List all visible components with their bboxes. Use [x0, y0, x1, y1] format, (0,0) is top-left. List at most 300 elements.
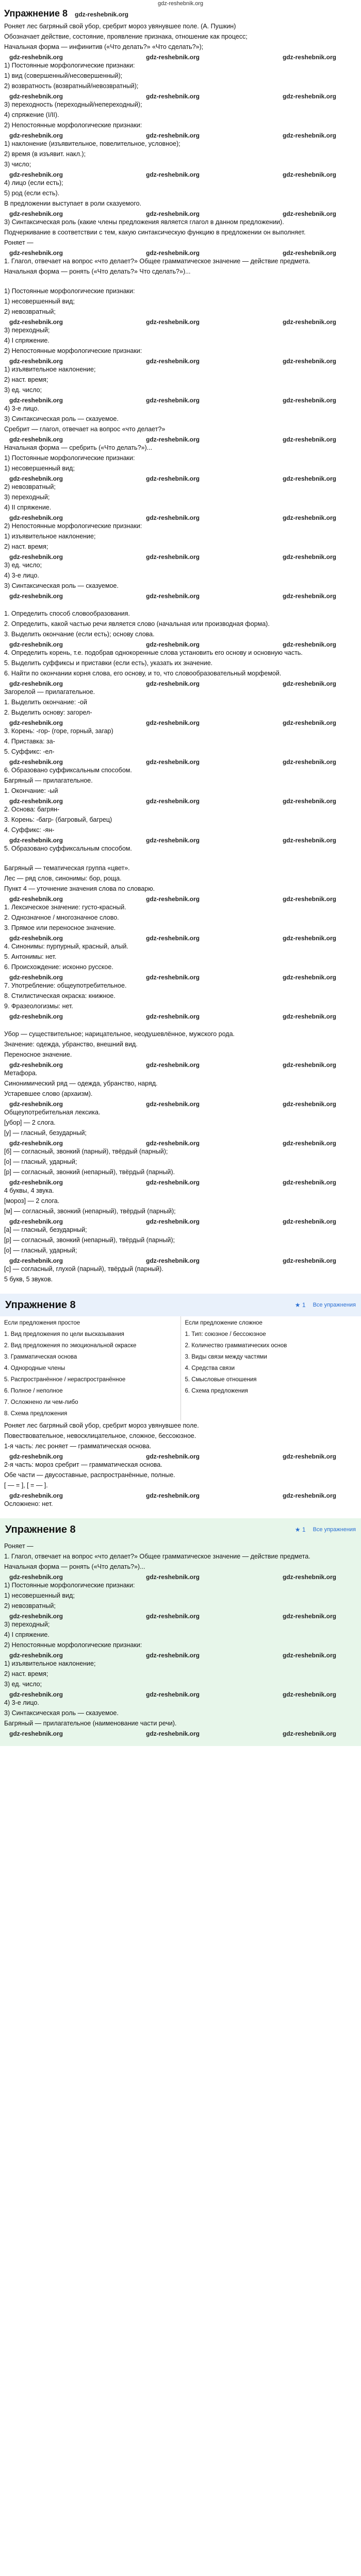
watermark: gdz-reshebnik.org: [145, 1730, 200, 1737]
text-line: 1. Глагол, отвечает на вопрос «что делает?» Общее грамматическое значение — действие предмета.: [4, 1553, 310, 1560]
watermark: gdz-reshebnik.org: [145, 1061, 200, 1069]
watermark: gdz-reshebnik.org: [282, 1573, 336, 1581]
exercise-banner: [0, 1518, 361, 1541]
watermark: gdz-reshebnik.org: [9, 895, 63, 903]
watermark: gdz-reshebnik.org: [9, 1573, 63, 1581]
text-line: 3) ед. число;: [4, 386, 42, 394]
text-line: 1. Глагол, отвечает на вопрос «что делает?» Общее грамматическое значение — действие предмета.: [4, 258, 310, 265]
text-line: 4) I спряжение.: [4, 1631, 50, 1638]
watermark: gdz-reshebnik.org: [282, 93, 336, 100]
text-line: 4. Синонимы: пурпурный, красный, алый.: [4, 943, 128, 950]
watermark: gdz-reshebnik.org: [282, 1140, 336, 1147]
exercise-section-3: [0, 608, 361, 863]
watermark: gdz-reshebnik.org: [9, 1100, 63, 1108]
text-line: Загорелой — прилагательное.: [4, 688, 95, 696]
text-line: 1) несовершенный вид;: [4, 1592, 75, 1599]
watermark: gdz-reshebnik.org: [9, 1140, 63, 1147]
watermark: gdz-reshebnik.org: [145, 54, 200, 61]
text-line: Убор — существительное; нарицательное, неодушевлённое, мужского рода.: [4, 1030, 235, 1038]
watermark: gdz-reshebnik.org: [9, 1061, 63, 1069]
watermark: gdz-reshebnik.org: [282, 1730, 336, 1737]
text-line: 7. Употребление: общеупотребительное.: [4, 982, 127, 989]
watermark: gdz-reshebnik.org: [145, 514, 200, 521]
table-cell: 3. Грамматическая основа: [4, 1354, 77, 1360]
text-line: 6. Найти по окончании корня слова, его основу, и то, что словообразовательный морфемой.: [4, 670, 282, 677]
watermark-row: [4, 757, 357, 765]
watermark: gdz-reshebnik.org: [9, 1218, 63, 1225]
watermark: gdz-reshebnik.org: [145, 1013, 200, 1020]
text-line: 3) Синтаксическая роль — сказуемое.: [4, 1709, 119, 1717]
watermark: gdz-reshebnik.org: [145, 1140, 200, 1147]
text-line: 3. Выделить окончание (если есть); основу слова.: [4, 631, 155, 638]
table-cell: 4. Средства связи: [185, 1365, 235, 1371]
text-line: [с] — согласный, глухой (парный), твёрдый (парный).: [4, 1265, 163, 1273]
watermark: gdz-reshebnik.org: [145, 475, 200, 482]
watermark: gdz-reshebnik.org: [9, 1453, 63, 1460]
text-line: 1) Постоянные морфологические признаки:: [4, 1582, 135, 1589]
watermark-row: [4, 1611, 357, 1619]
table-cell: 8. Схема предложения: [4, 1411, 68, 1417]
text-line: 2) Непостоянные морфологические признаки:: [4, 347, 142, 354]
watermark: gdz-reshebnik.org: [9, 1613, 63, 1620]
watermark-row: [4, 679, 357, 687]
watermark: gdz-reshebnik.org: [145, 397, 200, 404]
watermark: gdz-reshebnik.org: [145, 758, 200, 766]
watermark: gdz-reshebnik.org: [282, 680, 336, 687]
text-line: 4) 3-е лицо.: [4, 1699, 39, 1706]
section-title-text: Упражнение 8: [4, 8, 68, 19]
watermark-row: [4, 209, 357, 217]
text-line: 3) переходный;: [4, 1621, 50, 1628]
watermark-row: [4, 835, 357, 843]
text-line: 3) ед. число;: [4, 1681, 42, 1688]
watermark: gdz-reshebnik.org: [145, 132, 200, 139]
watermark: gdz-reshebnik.org: [282, 1453, 336, 1460]
section-lines: [4, 1420, 357, 1518]
table-cell: 1. Тип: союзное / бессоюзное: [185, 1331, 266, 1337]
text-line: Значение: одежда, убранство, внешний вид.: [4, 1041, 138, 1048]
watermark: gdz-reshebnik.org: [9, 249, 63, 257]
text-line: 4. Суффикс: -ян-: [4, 826, 55, 834]
table-cell: Если предложение сложное: [185, 1320, 262, 1326]
text-line: 3) Синтаксическая роль (какие члены предложения является глагол в данном предложении).: [4, 218, 284, 226]
watermark-row: [4, 1256, 357, 1264]
rating-badge[interactable]: ★ 1: [294, 1526, 306, 1533]
text-line: 1) изъявительное наклонение;: [4, 1660, 96, 1667]
text-line: Начальная форма — сребрить («Что делать?»)...: [4, 444, 153, 451]
watermark: gdz-reshebnik.org: [9, 680, 63, 687]
watermark: gdz-reshebnik.org: [145, 592, 200, 600]
text-line: 2) время (в изъявит. накл.);: [4, 150, 86, 158]
exercise-section-2: [0, 286, 361, 608]
watermark-row: [4, 718, 357, 726]
text-line: Обозначает действие, состояние, проявление признака, отношение как процесс;: [4, 33, 248, 40]
watermark: gdz-reshebnik.org: [9, 318, 63, 326]
text-line: 5. Образовано суффиксальным способом.: [4, 845, 132, 852]
watermark: gdz-reshebnik.org: [9, 935, 63, 942]
watermark: gdz-reshebnik.org: [282, 641, 336, 648]
watermark: gdz-reshebnik.org: [145, 719, 200, 726]
watermark: gdz-reshebnik.org: [9, 837, 63, 844]
text-line: 4) спряжение (I/II).: [4, 111, 59, 118]
spacer: [4, 1509, 357, 1518]
watermark: gdz-reshebnik.org: [145, 358, 200, 365]
watermark: gdz-reshebnik.org: [9, 93, 63, 100]
text-line: В предложении выступает в роли сказуемого.: [4, 200, 142, 207]
watermark-row: [4, 1572, 357, 1580]
text-line: 1) наклонение (изъявительное, повелительное, условное);: [4, 140, 180, 147]
watermark: gdz-reshebnik.org: [9, 358, 63, 365]
text-line: 1) изъявительное наклонение;: [4, 366, 96, 373]
watermark: gdz-reshebnik.org: [282, 553, 336, 561]
text-line: [о] — гласный, ударный;: [4, 1158, 77, 1165]
watermark: gdz-reshebnik.org: [9, 641, 63, 648]
watermark: gdz-reshebnik.org: [145, 1453, 200, 1460]
watermark: gdz-reshebnik.org: [282, 1218, 336, 1225]
text-line: Багряный — прилагательное (наименование части речи).: [4, 1720, 177, 1727]
watermark: gdz-reshebnik.org: [145, 641, 200, 648]
watermark: gdz-reshebnik.org: [145, 318, 200, 326]
text-line: 3) Синтаксическая роль — сказуемое.: [4, 582, 119, 589]
text-line: Начальная форма — ронять («Что делать?»)...: [4, 1563, 145, 1570]
text-line: 2. Выделить основу: загорел-: [4, 709, 92, 716]
watermark: gdz-reshebnik.org: [282, 1257, 336, 1264]
text-line: 3) число;: [4, 161, 31, 168]
text-line: 6. Происхождение: исконно русское.: [4, 963, 113, 971]
exercise-banner: [0, 1294, 361, 1316]
text-line: Подчеркивание в соответствии с тем, какую синтаксическую функцию в предложении он выполняет.: [4, 229, 306, 236]
text-line: 1) несовершенный вид;: [4, 465, 75, 472]
text-line: 2. Однозначное / многозначное слово.: [4, 914, 119, 921]
table-cell: 1. Вид предложения по цели высказывания: [4, 1331, 124, 1337]
watermark: gdz-reshebnik.org: [145, 436, 200, 443]
text-line: Багряный — прилагательное.: [4, 777, 93, 784]
watermark: gdz-reshebnik.org: [9, 171, 63, 178]
watermark: gdz-reshebnik.org: [145, 895, 200, 903]
watermark: gdz-reshebnik.org: [282, 249, 336, 257]
watermark: gdz-reshebnik.org: [282, 1613, 336, 1620]
text-line: Метафора.: [4, 1070, 38, 1077]
watermark: gdz-reshebnik.org: [145, 249, 200, 257]
section-lines: [4, 1541, 357, 1746]
text-line: Обе части — двусоставные, распространённые, полные.: [4, 1471, 175, 1479]
watermark: gdz-reshebnik.org: [9, 132, 63, 139]
watermark-row: [4, 513, 357, 521]
spacer: [4, 277, 357, 286]
watermark: gdz-reshebnik.org: [282, 719, 336, 726]
watermark: gdz-reshebnik.org: [282, 54, 336, 61]
text-line: Багряный — тематическая группа «цвет».: [4, 865, 130, 872]
text-line: 1) Постоянные морфологические признаки:: [4, 454, 135, 462]
text-line: [убор] — 2 слога.: [4, 1119, 56, 1126]
watermark: gdz-reshebnik.org: [282, 1652, 336, 1659]
text-line: 4 буквы, 4 звука.: [4, 1187, 54, 1194]
table-cell: 2. Вид предложения по эмоциональной окраске: [4, 1343, 137, 1349]
watermark-row: [4, 1728, 357, 1737]
text-line: 4) I спряжение.: [4, 337, 50, 344]
watermark-row: [4, 639, 357, 648]
table-cell: 7. Осложнено ли чем-либо: [4, 1399, 78, 1405]
watermark: gdz-reshebnik.org: [145, 1492, 200, 1499]
text-line: 1) Постоянные морфологические признаки:: [4, 287, 135, 295]
text-line: 2) невозвратный;: [4, 483, 56, 490]
text-line: 2-я часть: мороз сребрит — грамматическая основа.: [4, 1461, 162, 1468]
exercise-section-5: [0, 1029, 361, 1294]
watermark: gdz-reshebnik.org: [282, 436, 336, 443]
watermark: gdz-reshebnik.org: [9, 436, 63, 443]
exercise-section-7: [0, 1541, 361, 1746]
analysis-table: [0, 1316, 361, 1420]
watermark: gdz-reshebnik.org: [9, 1013, 63, 1020]
watermark: gdz-reshebnik.org: [145, 1179, 200, 1186]
watermark: gdz-reshebnik.org: [9, 592, 63, 600]
watermark: gdz-reshebnik.org: [282, 1013, 336, 1020]
watermark: gdz-reshebnik.org: [9, 397, 63, 404]
watermark: gdz-reshebnik.org: [9, 1730, 63, 1737]
text-line: 4) II спряжение.: [4, 504, 52, 511]
watermark-row: [4, 356, 357, 364]
text-line: 2) наст. время;: [4, 543, 48, 550]
watermark-row: [4, 1650, 357, 1658]
watermark-row: [4, 1216, 357, 1225]
text-line: Роняет лес багряный свой убор, сребрит мороз увянувшее поле. (А. Пушкин): [4, 23, 236, 30]
text-line: Устаревшее слово (архаизм).: [4, 1090, 93, 1097]
text-line: [р] — согласный, звонкий (непарный), твёрдый (парный);: [4, 1236, 175, 1244]
text-line: 5) род (если есть).: [4, 190, 60, 197]
watermark: gdz-reshebnik.org: [282, 895, 336, 903]
text-line: 3. Прямое или переносное значение.: [4, 924, 116, 931]
table-cell: 4. Однородные члены: [4, 1365, 65, 1371]
watermark-row: [4, 1451, 357, 1460]
table-right-column: [180, 1316, 361, 1420]
watermark: gdz-reshebnik.org: [145, 210, 200, 217]
banner-title: Упражнение 8: [5, 1299, 76, 1311]
watermark: gdz-reshebnik.org: [9, 974, 63, 981]
section-title: [4, 8, 357, 20]
text-line: 3) Синтаксическая роль — сказуемое.: [4, 415, 119, 422]
watermark: gdz-reshebnik.org: [282, 358, 336, 365]
table-cell: Если предложения простое: [4, 1320, 80, 1326]
text-line: 1. Определить способ словообразования.: [4, 610, 130, 617]
watermark: gdz-reshebnik.org: [145, 935, 200, 942]
watermark-row: [4, 395, 357, 403]
text-line: 4) лицо (если есть);: [4, 179, 63, 187]
watermark: gdz-reshebnik.org: [145, 93, 200, 100]
watermark-row: [4, 1177, 357, 1185]
watermark-row: [4, 130, 357, 139]
watermark: gdz-reshebnik.org: [282, 397, 336, 404]
text-line: Переносное значение.: [4, 1051, 72, 1058]
text-line: 5. Антонимы: нет.: [4, 953, 57, 960]
text-line: 2) Непостоянные морфологические признаки:: [4, 122, 142, 129]
table-left-column: [0, 1316, 180, 1420]
text-line: [у] — гласный, безударный;: [4, 1129, 87, 1137]
watermark: gdz-reshebnik.org: [145, 1218, 200, 1225]
watermark-row: [4, 1099, 357, 1107]
watermark-row: [4, 972, 357, 980]
text-line: 2. Основа: багрян-: [4, 806, 60, 813]
text-line: Синонимический ряд — одежда, убранство, наряд.: [4, 1080, 158, 1087]
text-line: [о] — гласный, ударный;: [4, 1247, 77, 1254]
watermark: gdz-reshebnik.org: [282, 210, 336, 217]
watermark-row: [4, 1060, 357, 1068]
section-lines: [4, 1029, 357, 1294]
text-line: Лес — ряд слов, синонимы: бор, роща.: [4, 875, 122, 882]
watermark-row: [4, 1011, 357, 1020]
spacer: [4, 854, 357, 863]
text-line: 3) переходный;: [4, 327, 50, 334]
site-header[interactable]: gdz-reshebnik.org: [157, 1, 204, 7]
text-line: 1. Окончание: -ый: [4, 787, 58, 794]
watermark: gdz-reshebnik.org: [282, 475, 336, 482]
all-exercises-link[interactable]: Все упражнения: [313, 1527, 356, 1533]
watermark: gdz-reshebnik.org: [145, 837, 200, 844]
watermark: gdz-reshebnik.org: [145, 171, 200, 178]
text-line: [ — = ], [ = — ].: [4, 1482, 48, 1489]
exercise-section-1: [0, 8, 361, 286]
text-line: 4) 3-е лицо.: [4, 572, 39, 579]
section-lines: [4, 21, 357, 286]
watermark-row: [4, 933, 357, 941]
watermark: gdz-reshebnik.org: [9, 1652, 63, 1659]
watermark-row: [4, 473, 357, 482]
spacer: [4, 1737, 357, 1746]
text-line: Начальная форма — инфинитив («Что делать?» «Что сделать?»);: [4, 43, 204, 50]
text-line: [б] — согласный, звонкий (парный), твёрдый (парный);: [4, 1148, 168, 1155]
table-cell: 6. Схема предложения: [185, 1388, 248, 1394]
watermark: gdz-reshebnik.org: [145, 798, 200, 805]
text-line: 8. Стилистическая окраска: книжное.: [4, 992, 116, 999]
text-line: 3) переходный;: [4, 494, 50, 501]
watermark: gdz-reshebnik.org: [75, 11, 129, 18]
watermark: gdz-reshebnik.org: [282, 132, 336, 139]
text-line: 4. Определить корень, т.е. подобрав однокоренные слова установить его основу и основную часть.: [4, 649, 303, 656]
text-line: 3. Корень: -гор- (горе, горный, загар): [4, 727, 113, 735]
text-line: 2) невозвратный;: [4, 308, 56, 315]
text-line: 3. Корень: -багр- (багровый, багрец): [4, 816, 112, 823]
text-line: [м] — согласный, звонкий (непарный), твёрдый (парный);: [4, 1208, 176, 1215]
text-line: 9. Фразеологизмы: нет.: [4, 1003, 73, 1010]
text-line: [р] — согласный, звонкий (непарный), твёрдый (парный).: [4, 1168, 175, 1176]
watermark: gdz-reshebnik.org: [145, 1257, 200, 1264]
spacer: [4, 599, 357, 608]
watermark: gdz-reshebnik.org: [9, 553, 63, 561]
watermark: gdz-reshebnik.org: [145, 1100, 200, 1108]
watermark: gdz-reshebnik.org: [282, 1691, 336, 1698]
text-line: 1) Постоянные морфологические признаки:: [4, 62, 135, 69]
text-line: 2) возвратность (возвратный/невозвратный);: [4, 82, 139, 90]
text-line: Повествовательное, невосклицательное, сложное, бессоюзное.: [4, 1432, 196, 1439]
watermark: gdz-reshebnik.org: [145, 1691, 200, 1698]
spacer: [4, 1284, 357, 1294]
text-line: 1) вид (совершенный/несовершенный);: [4, 72, 123, 79]
watermark: gdz-reshebnik.org: [282, 1492, 336, 1499]
spacer: [4, 1020, 357, 1029]
text-line: 5. Выделить суффиксы и приставки (если есть), указать их значение.: [4, 659, 213, 667]
text-line: Осложнено: нет.: [4, 1500, 53, 1507]
watermark: gdz-reshebnik.org: [9, 719, 63, 726]
text-line: 2) невозвратный;: [4, 1602, 56, 1609]
text-line: Пункт 4 — уточнение значения слова по словарю.: [4, 885, 155, 892]
watermark: gdz-reshebnik.org: [9, 210, 63, 217]
watermark: gdz-reshebnik.org: [9, 54, 63, 61]
text-line: Роняет лес багряный свой убор, сребрит мороз увянувшее поле.: [4, 1422, 199, 1429]
watermark: gdz-reshebnik.org: [282, 1100, 336, 1108]
exercise-section-4: [0, 863, 361, 1029]
text-line: Сребрит — глагол, отвечает на вопрос «что делает?»: [4, 426, 166, 433]
rating-badge[interactable]: ★ 1: [294, 1301, 306, 1309]
text-line: 1. Лексическое значение: густо-красный.: [4, 904, 126, 911]
watermark: gdz-reshebnik.org: [282, 1061, 336, 1069]
watermark: gdz-reshebnik.org: [282, 514, 336, 521]
watermark-row: [4, 1689, 357, 1698]
exercise-section-6: [0, 1420, 361, 1518]
text-line: 3) ед. число;: [4, 562, 42, 569]
watermark: gdz-reshebnik.org: [9, 514, 63, 521]
watermark: gdz-reshebnik.org: [145, 1652, 200, 1659]
watermark-row: [4, 52, 357, 60]
watermark: gdz-reshebnik.org: [145, 1613, 200, 1620]
text-line: 1. Выделить окончание: -ой: [4, 699, 87, 706]
watermark-row: [4, 91, 357, 99]
watermark: gdz-reshebnik.org: [282, 837, 336, 844]
text-line: 3) переходность (переходный/непереходный);: [4, 101, 142, 108]
text-line: 5 букв, 5 звуков.: [4, 1276, 53, 1283]
text-line: [мороз] — 2 слога.: [4, 1197, 60, 1205]
watermark-row: [4, 1138, 357, 1146]
text-line: 2. Определить, какой частью речи является слово (начальная или производная форма).: [4, 620, 270, 628]
watermark: gdz-reshebnik.org: [9, 758, 63, 766]
watermark: gdz-reshebnik.org: [282, 935, 336, 942]
watermark: gdz-reshebnik.org: [9, 798, 63, 805]
section-lines: [4, 863, 357, 1029]
watermark-row: [4, 591, 357, 599]
text-line: 2) наст. время;: [4, 1670, 48, 1677]
text-line: 6. Образовано суффиксальным способом.: [4, 767, 132, 774]
watermark-row: [4, 1490, 357, 1499]
watermark: gdz-reshebnik.org: [282, 974, 336, 981]
watermark-row: [4, 248, 357, 256]
text-line: 1) изъявительное наклонение;: [4, 533, 96, 540]
text-line: Общеупотребительная лексика.: [4, 1109, 101, 1116]
table-cell: 5. Смысловые отношения: [185, 1377, 257, 1383]
text-line: 1-я часть: лес роняет — грамматическая основа.: [4, 1443, 152, 1450]
section-lines: [4, 286, 357, 608]
watermark: gdz-reshebnik.org: [9, 1179, 63, 1186]
watermark: gdz-reshebnik.org: [9, 1691, 63, 1698]
watermark: gdz-reshebnik.org: [9, 1492, 63, 1499]
text-line: 1) несовершенный вид;: [4, 298, 75, 305]
banner-title: Упражнение 8: [5, 1523, 76, 1535]
watermark: gdz-reshebnik.org: [9, 1257, 63, 1264]
text-line: Роняет —: [4, 239, 34, 246]
watermark: gdz-reshebnik.org: [145, 974, 200, 981]
watermark: gdz-reshebnik.org: [282, 592, 336, 600]
table-cell: 2. Количество грамматических основ: [185, 1343, 287, 1349]
watermark: gdz-reshebnik.org: [145, 1573, 200, 1581]
watermark: gdz-reshebnik.org: [282, 758, 336, 766]
text-line: [а] — гласный, безударный;: [4, 1226, 87, 1233]
watermark-row: [4, 170, 357, 178]
section-lines: [4, 608, 357, 863]
table-cell: 6. Полное / неполное: [4, 1388, 63, 1394]
all-exercises-link[interactable]: Все упражнения: [313, 1302, 356, 1308]
text-line: Роняет —: [4, 1543, 34, 1550]
watermark: gdz-reshebnik.org: [282, 1179, 336, 1186]
text-line: 2) Непостоянные морфологические признаки:: [4, 522, 142, 530]
watermark: gdz-reshebnik.org: [145, 553, 200, 561]
text-line: 2) наст. время;: [4, 376, 48, 383]
